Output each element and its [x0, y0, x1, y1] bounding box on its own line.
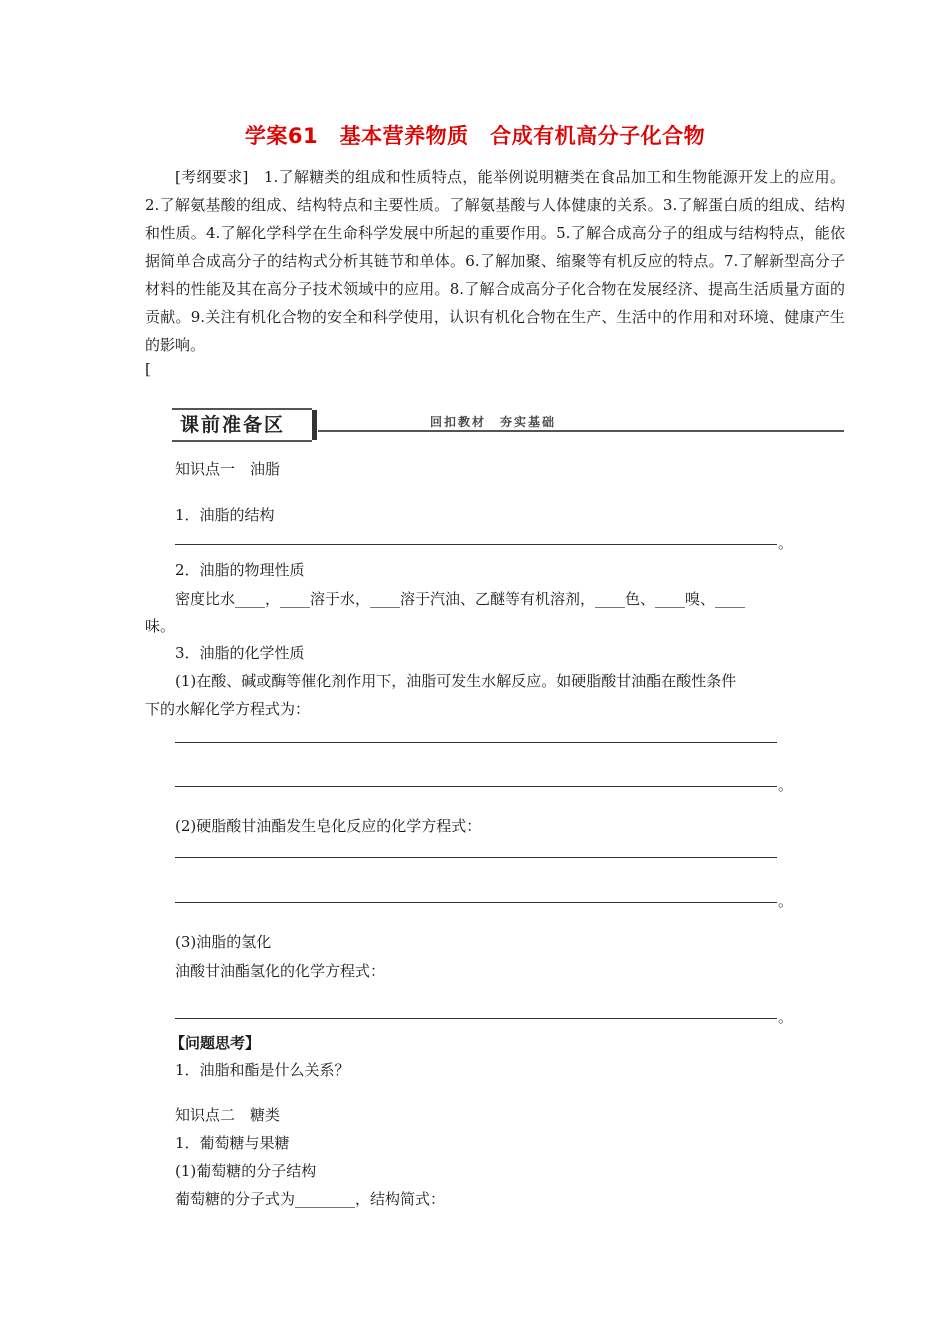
knowledge-point-2-heading: 知识点二 糖类 [175, 1106, 281, 1124]
section-banner-subtitle: 回扣教材 夯实基础 [430, 415, 557, 429]
hydrolysis-text: (1)在酸、碱或酶等催化剂作用下，油脂可发生水解反应。如硬脂酸甘油酯在酸性条件 [175, 672, 737, 690]
section-banner-divider [312, 410, 317, 440]
answer-blank-line [175, 742, 777, 743]
exam-requirements: [考纲要求] 1.了解糖类的组成和性质特点，能举例说明糖类在食品加工和生物能源开发上的应用。2.了解氨基酸的组成、结构特点和主要性质。了解氨基酸与人体健康的关系。3.了解蛋白质的组成、结构和性质。4.了解化学科学在生命科学发展中所起的重要作用。5.了解合成高分子的组成与结构特点，能依据简单合成高分子的结构式分析其链节和单体。6.了解加聚、缩聚等有机反应的特点。7.了解新型高分子材料的性能及其在高分子技术领域中的应用。8.了解合成高分子化合物在发展经济、提高生活质量方面的贡献。9.关注有机化合物的安全和科学使用，认识有机化合物在生产、生活中的作用和对环境、健康产生的影响。 [145, 168, 845, 354]
hydrogenation-heading: (3)油脂的氢化 [175, 933, 272, 951]
answer-blank-line [175, 902, 777, 903]
stray-bracket: [ [145, 360, 151, 378]
oil-physical-text: 密度比水____，____溶于水，____溶于汽油、乙醚等有机溶剂，____色、____嗅、____ [175, 590, 746, 608]
oil-physical-text-cont: 味。 [145, 617, 176, 635]
oil-chemical-heading: 3．油脂的化学性质 [175, 644, 305, 662]
page-title: 学案61 基本营养物质 合成有机高分子化合物 [244, 124, 706, 148]
answer-blank-line [175, 857, 777, 858]
hydrogenation-text: 油酸甘油酯氢化的化学方程式： [175, 962, 386, 980]
section-banner-title: 课前准备区 [180, 414, 286, 436]
saponification-text: (2)硬脂酸甘油酯发生皂化反应的化学方程式： [175, 817, 482, 835]
answer-blank-line [175, 544, 777, 545]
oil-structure-heading: 1．油脂的结构 [175, 506, 275, 524]
period: 。 [778, 534, 794, 552]
oil-physical-heading: 2．油脂的物理性质 [175, 561, 305, 579]
section-banner-rule [318, 430, 844, 432]
glucose-fructose-heading: 1．葡萄糖与果糖 [175, 1134, 290, 1152]
glucose-structure-heading: (1)葡萄糖的分子结构 [175, 1162, 317, 1180]
answer-blank-line [175, 786, 777, 787]
period: 。 [778, 892, 794, 910]
hydrolysis-text-cont: 下的水解化学方程式为： [145, 700, 311, 718]
answer-blank-line [175, 1018, 777, 1019]
glucose-formula-text: 葡萄糖的分子式为________，结构简式： [175, 1190, 446, 1208]
period: 。 [778, 1008, 794, 1026]
knowledge-point-1-heading: 知识点一 油脂 [175, 460, 281, 478]
question-1: 1．油脂和酯是什么关系？ [175, 1061, 350, 1079]
period: 。 [778, 776, 794, 794]
question-heading: 【问题思考】 [170, 1034, 261, 1052]
